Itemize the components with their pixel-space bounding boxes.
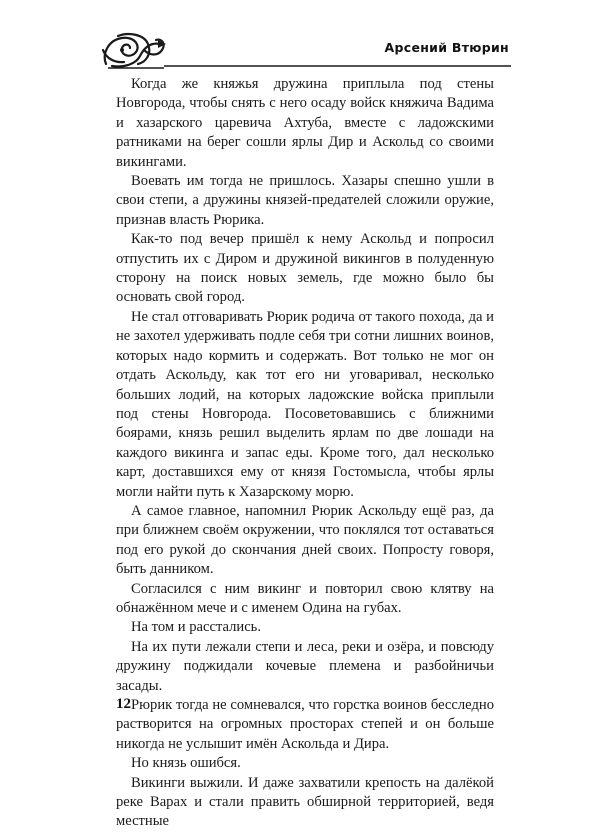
author-name: Арсений Втюрин [384,40,509,55]
paragraph: Когда же княжья дружина приплыла под стены Новгорода, чтобы снять с него осаду войск княжича Вадима и хазарского царевича Ахтуба, вместе с ладожскими ратниками на берег сошли ярлы Дир и Аскольд со своими викингами. [116,76,494,170]
paragraph: На том и расстались. [131,619,261,636]
paragraph: Как-то под вечер пришёл к нему Аскольд и попросил отпустить их с Диром и дружиной викингов в полуденную сторону на поиск новых земель, где можно было бы основать свой город. [116,231,494,306]
page-number: 12 [116,696,131,712]
body-text [116,75,494,832]
paragraph: Согласился с ним викинг и повторил свою клятву на обнажённом мече и с именем Одина на губах. [116,580,494,616]
paragraph: Воевать им тогда не пришлось. Хазары спешно ушли в свои степи, а дружины князей-предателей сложили оружие, признав власть Рюрика. [116,173,494,228]
paragraph: На их пути лежали степи и леса, реки и озёра, и повсюду дружину поджидали кочевые племена и разбойничьи засады. [116,638,494,694]
paragraph: Рюрик тогда не сомневался, что горстка воинов бесследно растворится на огромных просторах степей и он больше никогда не услышит имён Аскольда и Дира. [116,697,494,752]
paragraph: Не стал отговаривать Рюрик родича от такого похода, да и не захотел удерживать подле себя три сотни лишних воинов, которых надо кормить и содержать. Вот только не мог он отдать Аскольду, как тот его ни уговаривал, несколько больших лодий, на которых ладожские войска приплыли под стены Новгорода. Посоветовавшись с ближними боярами, князь решил выделить ярлам по две лошади на каждого викинга и запас еды. Кроме того, дал несколько карт, доставшихся ему от князя Гостомысла, чтобы ярлы могли найти путь к Хазарскому морю. [116,308,494,500]
paragraph: Викинги выжили. И даже захватили крепость на далёкой реке Варах и стали править обширной территорией, ведя местные [116,774,494,830]
paragraph: А самое главное, напомнил Рюрик Аскольду ещё раз, да при ближнем своём окружении, что поклялся тот оставаться под его рукой до скончания дней своих. Попросту говоря, быть данником. [116,502,494,578]
paragraph: Но князь ошибся. [131,755,241,772]
running-header [100,30,511,70]
